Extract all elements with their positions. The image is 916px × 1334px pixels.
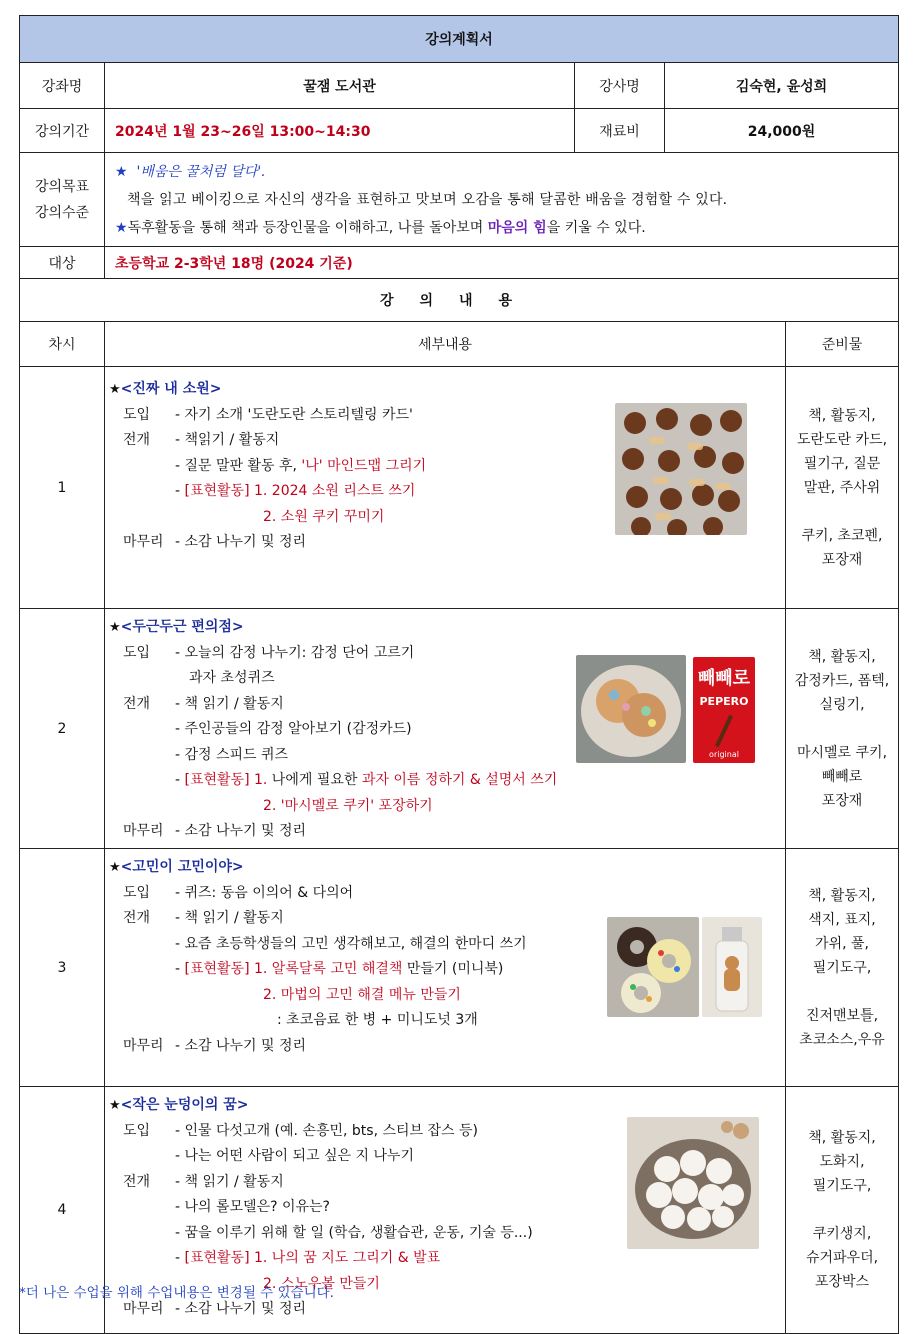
line-text: - 자기 소개 '도란도란 스토리텔링 카드' [175,406,413,423]
section-title: 강의내용 [20,279,899,322]
prep-item [788,500,896,524]
stage-label: 마무리 [123,1301,164,1317]
ginger-bottle-photo [702,917,762,1017]
line-highlight-text: '나' 마인드맵 그리기 [301,457,427,474]
target-label: 대상 [20,247,105,279]
session-detail: ★<작은 눈덩이의 꿈> 도입 - 인물 다섯고개 (예. 손흥민, bts, 스티브 잡스 등) - 나는 어떤 사람이 되고 싶은 지 나누기 전개 - 책 읽기 / 활동지 - 나의 롤모델은? 이유는? - 꿈을 이루기 위해 할 일 (학습, 생활습관, 운동, 기술 등...) - [표현활동] 1. 나의 꿈 지도 그리기 & 발표 2. 스노우볼 만들기 마무리 - 소감 나누기 및 정리 [105,1087,786,1334]
stage-label: 마무리 [123,823,164,839]
prep-item: 마시멜로 쿠키, [796,744,888,761]
course-goal [105,153,899,247]
detail-line [109,1034,785,1060]
marshmallow-cookie-photo [576,655,686,763]
prep-item: 책, 활동지, [808,1130,876,1146]
footnote: *더 나은 수업을 위해 수업내용은 변경될 수 있습니다. [19,1285,334,1301]
line-text: : 초코음료 한 병 + 미니도넛 3개 [277,1012,478,1028]
course-period: 2024년 1월 23~26일 13:00~14:30 [105,109,575,153]
line-highlight-text-2: 과자 이름 정하기 & 설명서 쓰기 [361,772,558,788]
prep-item: 도란도란 카드, [796,431,888,448]
session-prep [786,367,899,609]
detail-line [109,794,785,820]
line-text: - 꿈을 이루기 위해 할 일 (학습, 생활습관, 운동, 기술 등...) [175,1224,533,1241]
pepero-box-image [693,657,755,763]
prep-item: 포장박스 [814,1274,870,1290]
document-title: 강의계획서 [20,16,899,63]
prep-item [788,980,896,1004]
prep-item: 쿠키생지, [812,1226,872,1242]
prep-item: 가위, 풀, [815,935,869,952]
session-title: <작은 눈덩이의 꿈> [120,1097,249,1113]
detail-line [109,768,785,794]
line-text: - [175,772,185,788]
line-text: - [175,961,185,977]
line-text: - 감정 스피드 퀴즈 [175,746,289,763]
session-title: <진짜 내 소원> [120,381,222,397]
session-number: 4 [20,1087,105,1334]
prep-item: 말판, 주사위 [803,479,881,496]
fee-label: 재료비 [575,109,665,153]
session-number: 3 [20,849,105,1087]
stage-label: 전개 [123,910,151,926]
prep-item [788,717,896,741]
snowball-cookie-photo [627,1117,759,1249]
pepero-logo-text: 빼빼로 [697,668,751,689]
goal-label-1: 강의목표 [34,178,90,195]
line-text: - 소감 나누기 및 정리 [175,534,307,550]
line-text: - 퀴즈: 동음 이의어 & 다의어 [175,884,354,901]
session-number: 1 [20,367,105,609]
line-text: - 오늘의 감정 나누기: 감정 단어 고르기 [175,644,415,661]
line-text: - 책 읽기 / 활동지 [175,695,284,712]
line-text: - 질문 말판 활동 후, [175,457,302,474]
prep-item: 쿠키, 초코펜, [801,527,883,544]
line-text: - 소감 나누기 및 정리 [175,1037,307,1054]
line-highlight-text: 2. 소원 쿠키 꾸미기 [263,508,385,525]
prep-item: 책, 활동지, [808,407,876,424]
goal-label-2: 강의수준 [34,204,90,221]
goal-label [20,153,105,247]
prep-item: 필기도구, [812,959,872,976]
session-row [20,367,899,609]
line-text: - 소감 나누기 및 정리 [175,1301,307,1317]
instructor-label: 강사명 [575,63,665,109]
prep-item: 필기도구, [812,1178,872,1194]
session-prep [786,609,899,849]
line-text: - 책 읽기 / 활동지 [175,910,284,926]
line-highlight-text: 2. '마시멜로 쿠키' 포장하기 [263,797,433,814]
course-name: 꿀잼 도서관 [105,63,575,109]
line-highlight-text: [표현활동] 1. 2024 소원 리스트 쓰기 [184,483,416,499]
prep-item: 실링기, [819,696,865,713]
line-text: - 나는 어떤 사람이 되고 싶은 지 나누기 [175,1148,415,1164]
detail-line [109,1246,785,1272]
line-text: - [175,1250,185,1266]
stage-label: 도입 [123,884,151,901]
prep-item: 책, 활동지, [808,887,876,904]
header-prep: 준비물 [786,322,899,367]
goal-quote: '배움은 꿀처럼 달다'. [136,163,266,180]
session-prep [786,849,899,1087]
prep-item: 감정카드, 폼텍, [794,672,890,689]
prep-item: 도화지, [819,1154,865,1170]
prep-item: 슈거파우더, [805,1250,879,1266]
line-highlight-text: [표현활동] 1. 알록달록 고민 해결책 [184,961,403,977]
line-text: - 인물 다섯고개 (예. 손흥민, bts, 스티브 잡스 등) [175,1122,478,1139]
instructor-names: 김숙현, 윤성희 [665,63,899,109]
session-prep [786,1087,899,1334]
donut-photo [607,917,699,1017]
session-row [20,609,899,849]
material-fee: 24,000원 [665,109,899,153]
detail-line [109,881,785,907]
stage-label: 도입 [123,406,151,423]
line-text: 과자 초성퀴즈 [189,670,275,686]
stage-label: 도입 [123,1122,151,1139]
session-row [20,849,899,1087]
line-highlight-text: [표현활동] 1. 나의 꿈 지도 그리기 & 발표 [184,1250,441,1266]
session-detail: ★<두근두근 편의점> 도입 - 오늘의 감정 나누기: 감정 단어 고르기 과자 초성퀴즈 전개 - 책 읽기 / 활동지 - 주인공들의 감정 알아보기 (감정카드) - 감정 스피드 퀴즈 - [표현활동] 1. 나에게 필요한 과자 이름 정하기 & 설명서 쓰기 2. '마시멜로 쿠키' 포장하기 마무리 - 소감 나누기 및 정리 빼빼로 PEPERO original [105,609,786,849]
period-label: 강의기간 [20,109,105,153]
stage-label: 마무리 [123,1037,164,1054]
line-text: - [175,483,185,499]
target-audience: 초등학교 2-3학년 18명 (2024 기준) [105,247,899,279]
star-icon: ★ [115,163,128,180]
line-highlight-text: [표현활동] 1. [184,772,272,788]
session-detail: ★<고민이 고민이야> 도입 - 퀴즈: 동음 이의어 & 다의어 전개 - 책 읽기 / 활동지 - 요즘 초등학생들의 고민 생각해보고, 해결의 한마디 쓰기 - [표현활동] 1. 알록달록 고민 해결책 만들기 (미니북) 2. 마법의 고민 해결 메뉴 만들기 : 초코음료 한 병 + 미니도넛 3개 마무리 - 소감 나누기 및 정리 [105,849,786,1087]
line-text-2: 나에게 필요한 [271,772,362,788]
star-icon: ★ [115,219,128,236]
prep-item: 포장재 [821,551,863,568]
line-text-2: 만들기 (미니북) [402,961,504,977]
line-text: - 나의 롤모델은? 이유는? [175,1199,330,1215]
goal-line-2: 책을 읽고 베이킹으로 자신의 생각을 표현하고 맛보며 오감을 통해 달콤한 배움을 경험할 수 있다. [127,191,728,208]
prep-item: 책, 활동지, [808,648,876,665]
prep-item: 빼빼로 [821,768,863,785]
pepero-logo-small: original [709,750,739,759]
session-title: <고민이 고민이야> [120,859,244,875]
line-highlight-text: 2. 스노우볼 만들기 [263,1275,380,1292]
stage-label: 전개 [123,1173,151,1190]
line-text: - 책 읽기 / 활동지 [175,1173,284,1190]
session-number: 2 [20,609,105,849]
pepero-logo-sub: PEPERO [699,695,749,708]
prep-item [788,1198,896,1222]
line-text: - 요즘 초등학생들의 고민 생각해보고, 해결의 한마디 쓰기 [175,935,527,952]
goal-highlight: 마음의 힘 [487,219,547,236]
stage-label: 전개 [123,695,151,712]
line-text: - 책읽기 / 활동지 [175,432,280,448]
prep-item: 색지, 표지, [808,911,876,928]
lesson-plan-table [19,15,899,1334]
prep-item: 필기구, 질문 [803,455,881,472]
prep-item: 진저맨보틀, [805,1007,879,1024]
prep-item: 초코소스,우유 [799,1031,885,1048]
header-session: 차시 [20,322,105,367]
stage-label: 전개 [123,432,151,448]
session-detail: ★<진짜 내 소원> 도입 - 자기 소개 '도란도란 스토리텔링 카드' 전개 - 책읽기 / 활동지 - 질문 말판 활동 후, '나' 마인드맵 그리기 - [표현활동] 1. 2024 소원 리스트 쓰기 2. 소원 쿠키 꾸미기 마무리 - 소감 나누기 및 정리 [105,367,786,609]
stage-label: 도입 [123,644,151,661]
cookie-photo [615,403,747,535]
detail-line [109,819,785,845]
line-text: - 주인공들의 감정 알아보기 (감정카드) [175,721,412,737]
header-detail: 세부내용 [105,322,786,367]
line-highlight-text: 2. 마법의 고민 해결 메뉴 만들기 [263,986,461,1003]
goal-line-3-pre: 독후활동을 통해 책과 등장인물을 이해하고, 나를 돌아보며 [127,219,488,236]
course-label: 강좌명 [20,63,105,109]
goal-line-3-post: 을 키울 수 있다. [546,219,646,236]
stage-label: 마무리 [123,534,164,550]
line-text: - 소감 나누기 및 정리 [175,823,307,839]
session-title: <두근두근 편의점> [120,619,244,635]
prep-item: 포장재 [821,792,863,809]
